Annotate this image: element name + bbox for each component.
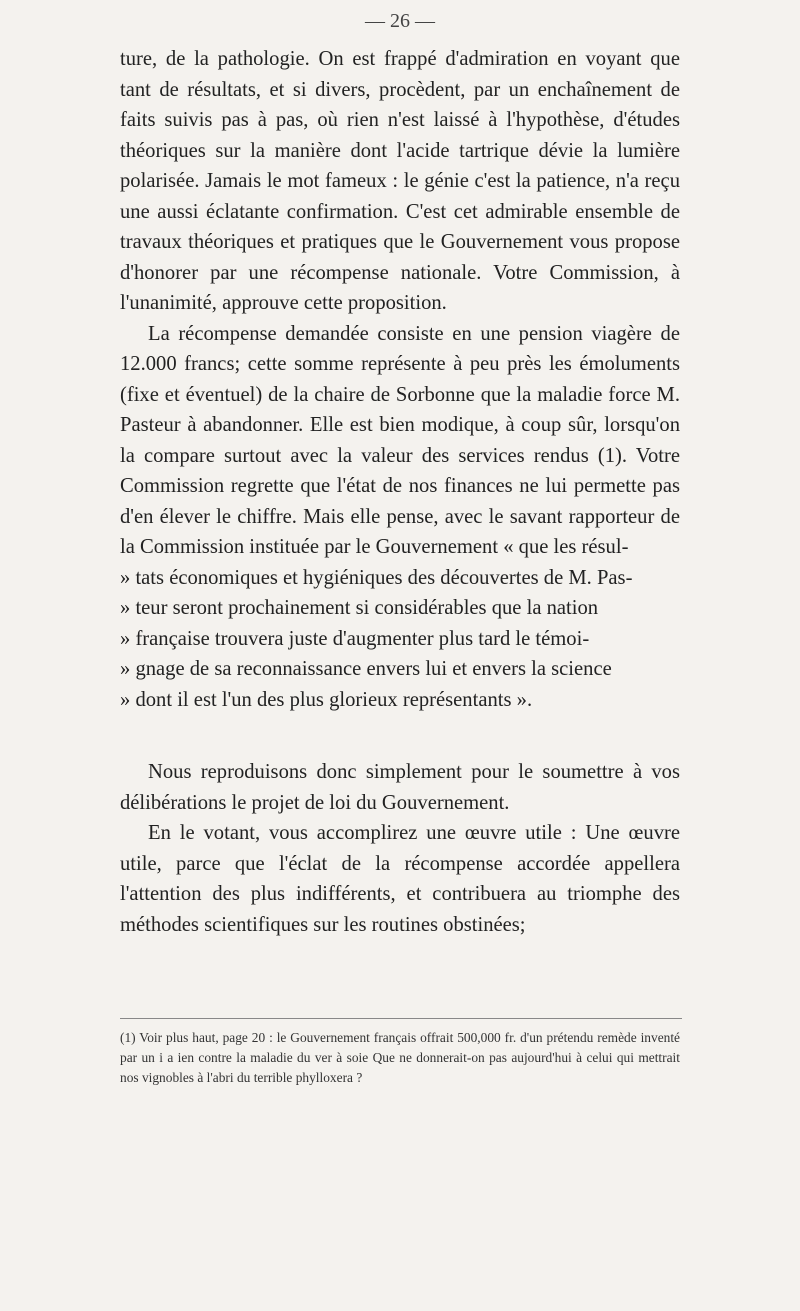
quote-line: » française trouvera juste d'augmenter plus tard le témoi- bbox=[120, 627, 590, 650]
quote-line: » teur seront prochainement si considérables que la nation bbox=[120, 597, 599, 619]
quote-line: » tats économiques et hygiéniques des découvertes de M. Pas- bbox=[120, 566, 633, 589]
quote-line: » gnage de sa reconnaissance envers lui et envers la science bbox=[120, 658, 612, 680]
paragraph-1: ture, de la pathologie. On est frappé d'admiration en voyant que tant de résultats, et si divers, procèdent, par un enchaînement de faits suivis pas à pas, où rien n'est laissé à l'hypothèse, d'études théoriques sur la manière dont l'acide tartrique dévie la lumière polarisée. Jamais le mot fameux : le génie c'est la patience, n'a reçu une aussi éclatante confirmation. C'est cet admirable ensemble de travaux théoriques et pratiques que le Gouvernement vous propose d'honorer par une récompense nationale. Votre Commission, à l'unanimité, approuve cette proposition. bbox=[120, 48, 680, 314]
quote-line: » dont il est l'un des plus glorieux représentants ». bbox=[120, 688, 533, 711]
paragraph-2: La récompense demandée consiste en une pension viagère de 12.000 francs; cette somme représente à peu près les émoluments (fixe et éventuel) de la chaire de Sorbonne que la maladie force M. Pasteur à abandonner. Elle est bien modique, à coup sûr, lorsqu'on la compare surtout avec la valeur des services rendus (1). Votre Commission regrette que l'état de nos finances ne lui permette pas d'en élever le chiffre. Mais elle pense, avec le savant rapporteur de la Commission instituée par le Gouvernement « que les résul- bbox=[120, 322, 680, 558]
paragraph-3: Nous reproduisons donc simplement pour le soumettre à vos délibérations le projet de loi du Gouvernement. bbox=[120, 761, 680, 814]
conclusion-text-block bbox=[120, 757, 680, 940]
footnote bbox=[120, 1028, 680, 1088]
page-number: — 26 — bbox=[365, 10, 435, 32]
paragraph-4: En le votant, vous accomplirez une œuvre utile : Une œuvre utile, parce que l'éclat de la récompense accordée appellera l'attention des plus indifférents, et contribuera au triomphe des méthodes scientifiques sur les routines obstinées; bbox=[120, 822, 680, 936]
footnote-divider bbox=[120, 1018, 682, 1019]
footnote-text: (1) Voir plus haut, page 20 : le Gouvernement français offrait 500,000 fr. d'un prétendu remède inventé par un i a ien contre la maladie du ver à soie Que ne donnerait-on pas aujourd'hui à celui qui mettrait nos vignobles à l'abri du terrible phylloxera ? bbox=[120, 1030, 680, 1085]
main-text-block bbox=[120, 44, 680, 715]
